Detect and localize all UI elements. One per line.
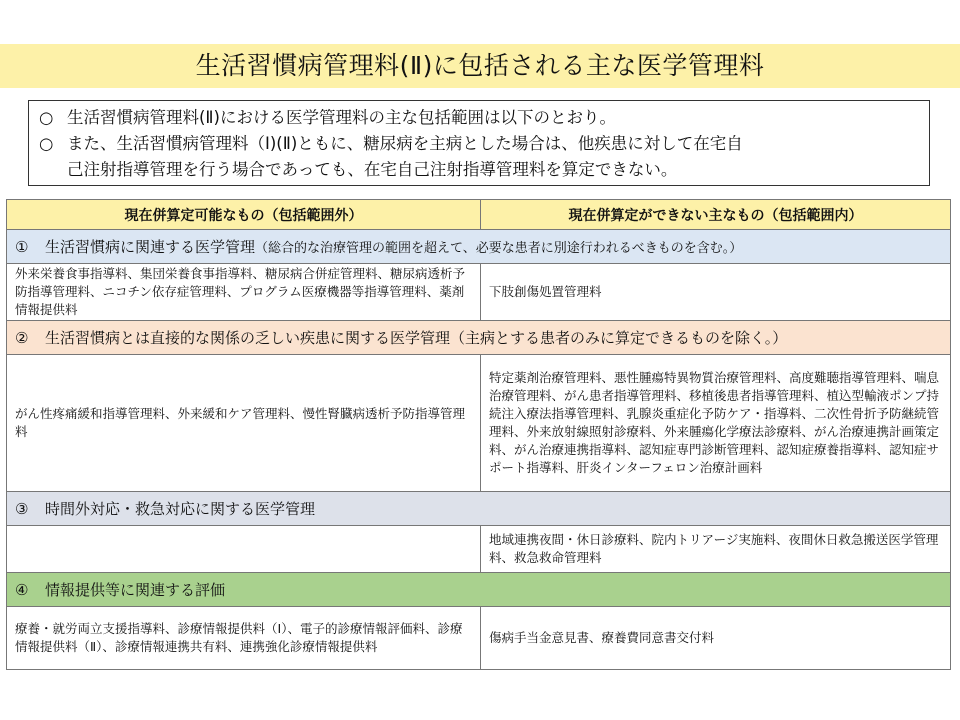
summary-line-1 xyxy=(39,105,919,131)
section-1-heading xyxy=(7,230,951,264)
table-row xyxy=(7,526,951,573)
header-right: 現在併算定ができない主なもの（包括範囲内） xyxy=(481,200,951,230)
section-3-right-cell: 地域連携夜間・休日診療料、院内トリアージ実施料、夜間休日救急搬送医学管理料、救急救命管理料 xyxy=(481,526,951,573)
summary-line-2 xyxy=(39,131,919,157)
management-fee-table xyxy=(6,199,951,670)
section-2-right-cell: 特定薬剤治療管理料、悪性腫瘍特異物質治療管理料、高度難聴指導管理料、喘息治療管理料、がん患者指導管理料、移植後患者指導管理料、植込型輸液ポンプ持続注入療法指導管理料、乳腺炎重症化予防ケア・指導料、二次性骨折予防継続管理料、外来放射線照射診療料、外来腫瘍化学療法診療料、がん治療連携計画策定料、がん治療連携指導料、認知症専門診断管理料、認知症療養指導料、認知症サポート指導料、肝炎インターフェロン治療計画料 xyxy=(481,355,951,492)
section-1-right-cell: 下肢創傷処置管理料 xyxy=(481,264,951,321)
header-left: 現在併算定可能なもの（包括範囲外） xyxy=(7,200,481,230)
section-note: （総合的な治療管理の範囲を超えて、必要な患者に別途行われるべきものを含む。） xyxy=(255,241,743,256)
section-number: ① xyxy=(15,238,29,256)
section-number: ③ xyxy=(15,500,29,518)
table-row xyxy=(7,264,951,321)
page-title: 生活習慣病管理料(Ⅱ)に包括される主な医学管理料 xyxy=(195,51,765,80)
table-row xyxy=(7,355,951,492)
section-title: 生活習慣病とは直接的な関係の乏しい疾患に関する医学管理（主病とする患者のみに算定できるものを除く。） xyxy=(45,329,788,347)
section-number: ④ xyxy=(15,581,29,599)
section-header-row xyxy=(7,573,951,607)
summary-line-3 xyxy=(39,157,919,183)
section-2-left-cell: がん性疼痛緩和指導管理料、外来緩和ケア管理料、慢性腎臓病透析予防指導管理料 xyxy=(7,355,481,492)
summary-box xyxy=(28,100,930,186)
summary-text-3: 己注射指導管理を行う場合であっても、在宅自己注射指導管理料を算定できない。 xyxy=(67,160,678,179)
bullet-circle: ○ xyxy=(39,108,54,127)
section-title: 時間外対応・救急対応に関する医学管理 xyxy=(45,500,316,518)
section-4-left-cell: 療養・就労両立支援指導料、診療情報提供料（Ⅰ）、電子的診療情報評価料、診療情報提供料（Ⅱ）、診療情報連携共有料、連携強化診療情報提供料 xyxy=(7,607,481,670)
section-header-row xyxy=(7,230,951,264)
section-4-right-cell: 傷病手当金意見書、療養費同意書交付料 xyxy=(481,607,951,670)
section-number: ② xyxy=(15,329,29,347)
summary-text-2: また、生活習慣病管理料（Ⅰ)(Ⅱ)ともに、糖尿病を主病とした場合は、他疾患に対して在宅自 xyxy=(67,134,743,153)
section-3-heading xyxy=(7,492,951,526)
section-1-left-cell: 外来栄養食事指導料、集団栄養食事指導料、糖尿病合併症管理料、糖尿病透析予防指導管理料、ニコチン依存症管理料、プログラム医療機器等指導管理料、薬剤情報提供料 xyxy=(7,264,481,321)
section-header-row xyxy=(7,492,951,526)
section-title: 生活習慣病に関連する医学管理 xyxy=(45,238,256,256)
table-row xyxy=(7,607,951,670)
table-header-row xyxy=(7,200,951,230)
section-4-heading xyxy=(7,573,951,607)
bullet-circle: ○ xyxy=(39,134,54,153)
section-3-left-cell xyxy=(7,526,481,573)
section-title: 情報提供等に関連する評価 xyxy=(45,581,226,599)
section-2-heading xyxy=(7,321,951,355)
summary-text-1: 生活習慣病管理料(Ⅱ)における医学管理料の主な包括範囲は以下のとおり。 xyxy=(67,108,616,127)
section-header-row xyxy=(7,321,951,355)
